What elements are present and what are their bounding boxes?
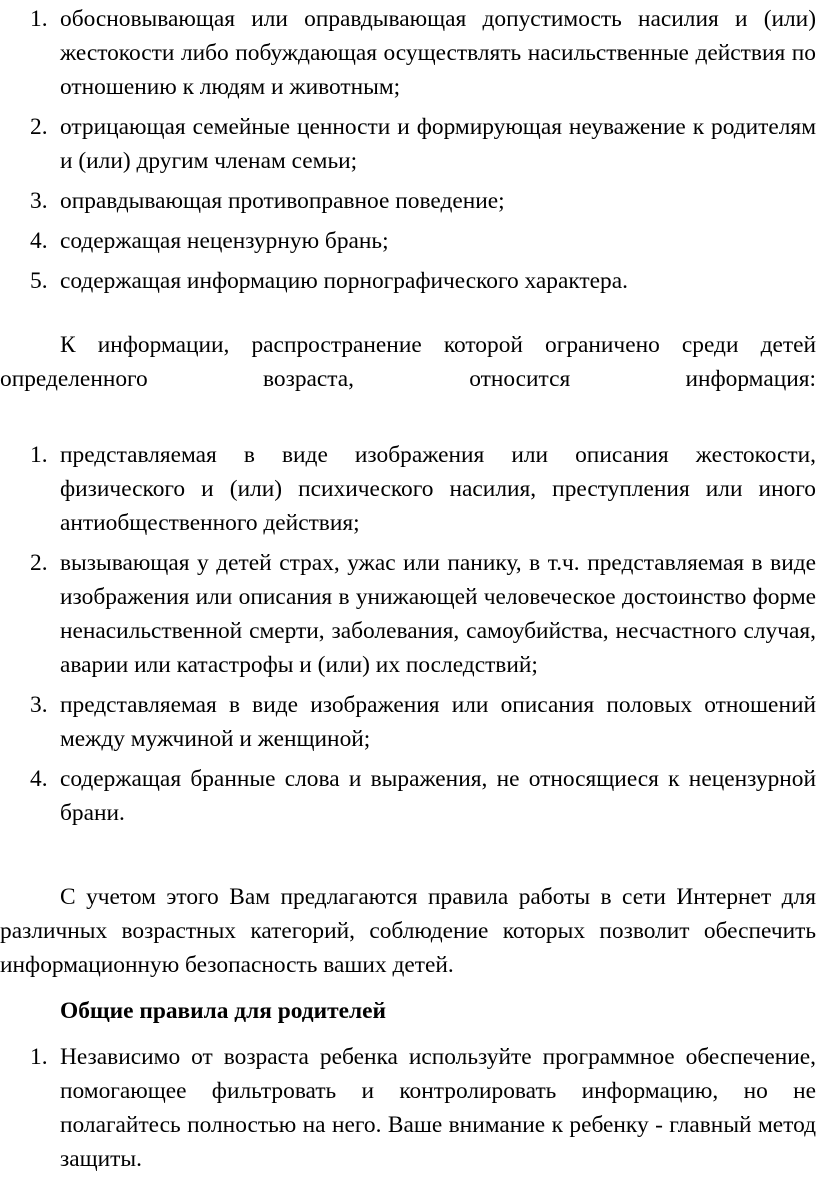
section-heading: Общие правила для родителей <box>60 998 386 1024</box>
list-item <box>0 2 816 104</box>
list-item-number: 1. <box>30 6 48 32</box>
paragraph-internet-rules-intro: С учетом этого Вам предлагаются правила работы в сети Интернет для различных возрастных категорий, соблюдение которых позволит обеспечить информационную безопасность ваших детей. <box>0 884 816 978</box>
list-item <box>0 438 816 540</box>
list-item <box>0 1040 816 1176</box>
list-item-number: 3. <box>30 692 48 718</box>
paragraph-restricted-info: К информации, распространение которой ограничено среди детей определенного возраста, относится информация: <box>0 332 816 392</box>
list-item-text: содержащая бранные слова и выражения, не относящиеся к нецензурной брани. <box>60 766 816 826</box>
list-parent-rules <box>0 1040 816 1176</box>
list-item <box>0 688 816 756</box>
list-item-text: отрицающая семейные ценности и формирующая неуважение к родителям и (или) другим членам семьи; <box>60 114 816 174</box>
list-item-number: 4. <box>30 766 48 792</box>
list-restricted-info <box>0 438 816 830</box>
list-item-text: обосновывающая или оправдывающая допустимость насилия и (или) жестокости либо побуждающая осуществлять насильственные действия по отношению к людям и животным; <box>60 6 816 100</box>
list-item-number: 3. <box>30 188 48 214</box>
list-item-text: представляемая в виде изображения или описания половых отношений между мужчиной и женщиной; <box>60 692 816 752</box>
list-item-number: 5. <box>30 268 48 294</box>
list-item <box>0 110 816 178</box>
list-item <box>0 224 816 258</box>
list-item-text: оправдывающая противоправное поведение; <box>60 188 505 214</box>
list-item-number: 1. <box>30 442 48 468</box>
list-item-text: представляемая в виде изображения или описания жестокости, физического и (или) психического насилия, преступления или иного антиобщественного действия; <box>60 442 816 536</box>
list-item <box>0 264 816 298</box>
list-prohibited-info <box>0 2 816 298</box>
list-item-number: 2. <box>30 550 48 576</box>
list-item-text: содержащая информацию порнографического характера. <box>60 268 628 294</box>
list-item <box>0 762 816 830</box>
list-item-number: 1. <box>30 1044 48 1070</box>
list-item <box>0 546 816 682</box>
list-item <box>0 184 816 218</box>
list-item-text: Независимо от возраста ребенка используйте программное обеспечение, помогающее фильтровать и контролировать информацию, но не полагайтесь полностью на него. Ваше внимание к ребенку - главный метод защиты. <box>60 1044 816 1172</box>
list-item-number: 4. <box>30 228 48 254</box>
list-item-text: вызывающая у детей страх, ужас или панику, в т.ч. представляемая в виде изображения или описания в унижающей человеческое достоинство форме ненасильственной смерти, заболевания, самоубийства, несчастного случая, аварии или катастрофы и (или) их последствий; <box>60 550 816 678</box>
list-item-number: 2. <box>30 114 48 140</box>
list-item-text: содержащая нецензурную брань; <box>60 228 389 254</box>
